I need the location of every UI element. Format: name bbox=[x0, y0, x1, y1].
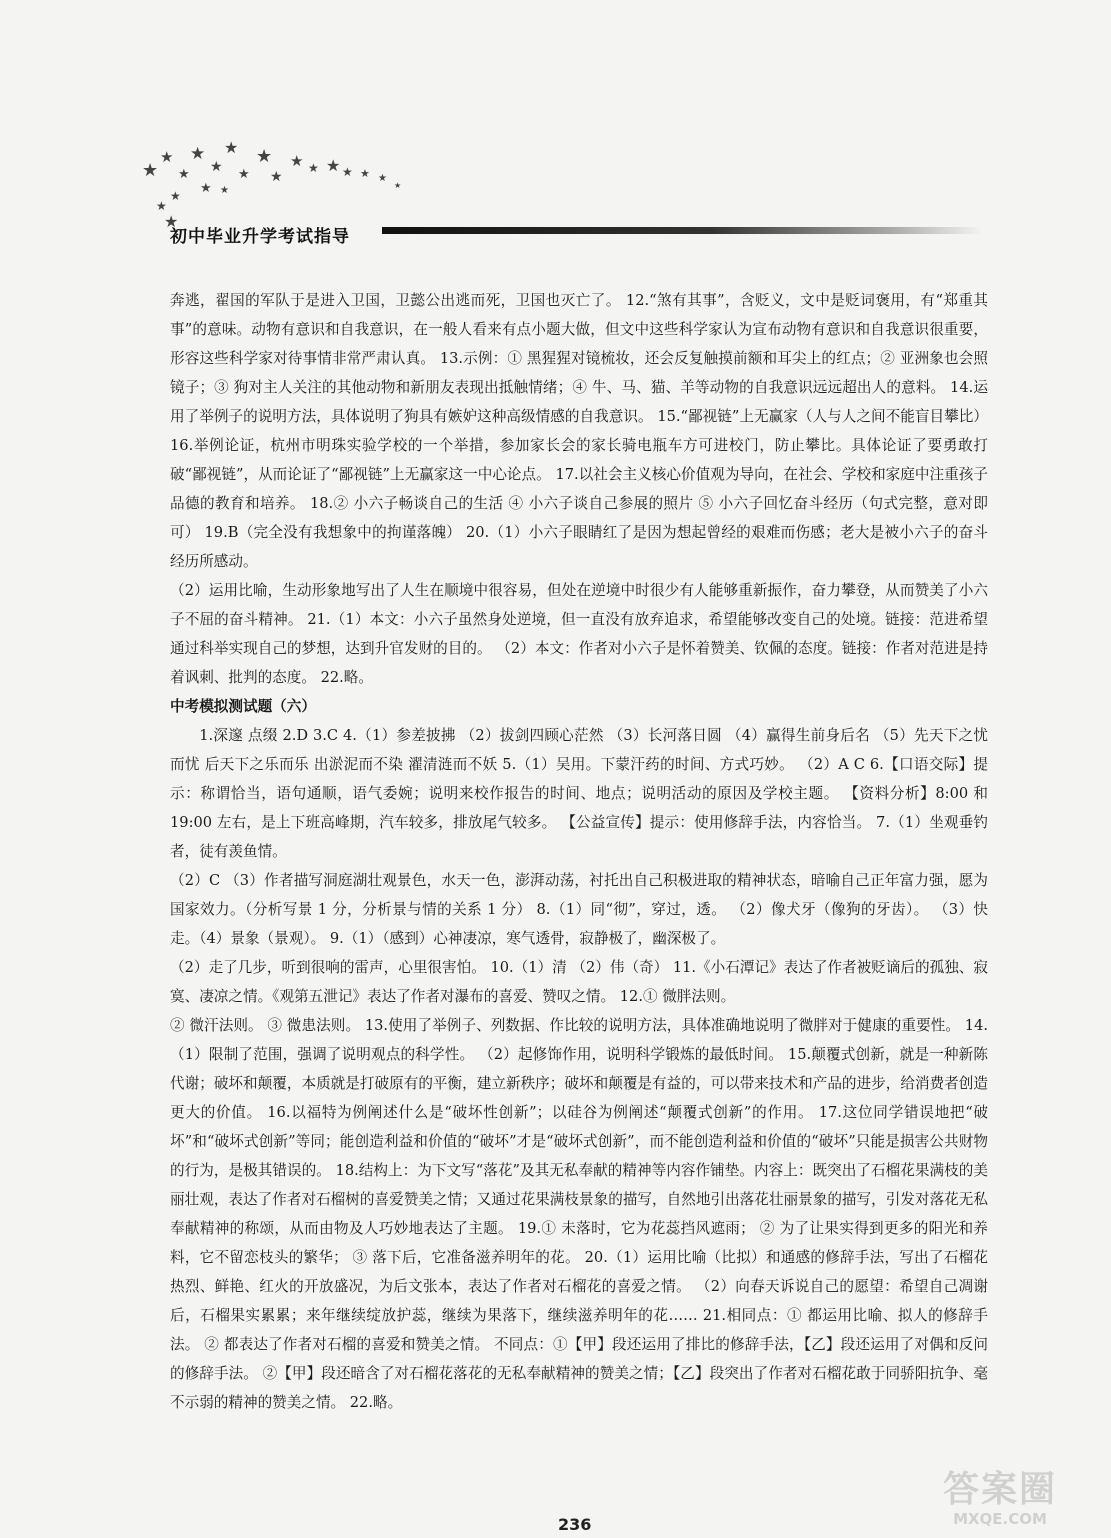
answer-paragraph: 1.深邃 点缀 2.D 3.C 4.（1）参差披拂 （2）拔剑四顾心茫然 （3）长河落日圆 （4）赢得生前身后名 （5）先天下之忧而忧 后天下之乐而乐 出淤泥而不染 濯清涟而不妖 5.（1）吴用。下蒙汗药的时间、方式巧妙。 （2）A C 6.【口语交际】提示：称谓恰当，语句通顺，语气委婉；说明来校作报告的时间、地点；说明活动的原因及学校主题。 【资料分析】8:00 和 19:00 左右，是上下班高峰期，汽车较多，排放尾气较多。 【公益宣传】提示：使用修辞手法，内容恰当。 7.（1）坐观垂钓者，徒有羡鱼情。 bbox=[170, 727, 988, 860]
star-icon: ★ bbox=[164, 212, 179, 231]
star-icon: ★ bbox=[156, 199, 167, 213]
star-icon: ★ bbox=[238, 167, 250, 182]
watermark bbox=[920, 1470, 1080, 1530]
header-title: 初中毕业升学考试指导 bbox=[170, 227, 350, 247]
star-icon: ★ bbox=[220, 185, 229, 196]
star-icon: ★ bbox=[270, 169, 283, 185]
star-icon: ★ bbox=[256, 146, 273, 167]
star-icon: ★ bbox=[200, 181, 212, 196]
star-icon: ★ bbox=[224, 138, 239, 157]
star-icon: ★ bbox=[326, 156, 341, 175]
page-number: 236 bbox=[558, 1515, 592, 1534]
header-rule bbox=[382, 227, 982, 234]
answer-text bbox=[170, 286, 988, 1417]
star-icon: ★ bbox=[308, 161, 319, 175]
section-title: 中考模拟测试题（六） bbox=[170, 698, 316, 715]
star-icon: ★ bbox=[178, 167, 190, 182]
star-icon: ★ bbox=[170, 189, 181, 203]
watermark-logo-text: 答案圈 bbox=[942, 1469, 1057, 1510]
star-icon: ★ bbox=[160, 148, 174, 166]
star-icon: ★ bbox=[210, 159, 223, 175]
answer-paragraph: 奔逃，翟国的军队于是进入卫国，卫懿公出逃而死，卫国也灭亡了。 12.“煞有其事”，含贬义，文中是贬词褒用，有“郑重其事”的意味。动物有意识和自我意识，在一般人看来有点小题大做，但文中这些科学家认为宣布动物有意识和自我意识很重要，形容这些科学家对待事情非常严肃认真。 13.示例：① 黑猩猩对镜梳妆，还会反复触摸前额和耳尖上的红点；② 亚洲象也会照镜子；③ 狗对主人关注的其他动物和新朋友表现出抵触情绪；④ 牛、马、猫、羊等动物的自我意识远远超出人的意料。 14.运用了举例子的说明方法，具体说明了狗具有嫉妒这种高级情感的自我意识。 15.“鄙视链”上无赢家（人与人之间不能盲目攀比） 16.举例论证，杭州市明珠实验学校的一个举措，参加家长会的家长骑电瓶车方可进校门，防止攀比。具体论证了要勇敢打破“鄙视链”，从而论证了“鄙视链”上无赢家这一中心论点。 17.以社会主义核心价值观为导向，在社会、学校和家庭中注重孩子品德的教育和培养。 18.② 小六子畅谈自己的生活 ④ 小六子谈自己参展的照片 ⑤ 小六子回忆奋斗经历（句式完整，意对即可） 19.B（完全没有我想象中的拘谨落魄） 20.（1）小六子眼睛红了是因为想起曾经的艰难而伤感；老大是被小六子的奋斗经历所感动。 bbox=[170, 292, 988, 570]
watermark-url: MXQE.COM bbox=[953, 1510, 1047, 1528]
star-icon: ★ bbox=[190, 144, 206, 164]
star-icon: ★ bbox=[342, 165, 353, 179]
star-icon: ★ bbox=[142, 160, 159, 181]
star-icon: ★ bbox=[360, 167, 370, 180]
answer-paragraph: （2）C （3）作者描写洞庭湖壮观景色，水天一色，澎湃动荡，衬托出自己积极进取的精神状态，暗喻自己正年富力强，愿为国家效力。（分析写景 1 分，分析景与情的关系 1 分） 8.（1）同“彻”，穿过，透。 （2）像犬牙（像狗的牙齿）。 （3）快走。（4）景象（景观）。 9.（1）（感到）心神凄凉，寒气透骨，寂静极了，幽深极了。 bbox=[170, 872, 988, 947]
star-icon: ★ bbox=[290, 152, 304, 170]
star-icon: ★ bbox=[378, 173, 387, 184]
answer-paragraph: ② 微汗法则。 ③ 微患法则。 13.使用了举例子、列数据、作比较的说明方法，具体准确地说明了微胖对于健康的重要性。 14.（1）限制了范围，强调了说明观点的科学性。 （2）起修饰作用，说明科学锻炼的最低时间。 15.颠覆式创新，就是一种新陈代谢；破坏和颠覆，本质就是打破原有的平衡，建立新秩序；破坏和颠覆是有益的，可以带来技术和产品的进步，给消费者创造更大的价值。 16.以福特为例阐述什么是“破坏性创新”；以硅谷为例阐述“颠覆式创新”的作用。 17.这位同学错误地把“破坏”和“破坏式创新”等同；能创造利益和价值的“破坏”才是“破坏式创新”，而不能创造利益和价值的“破坏”只能是损害公共财物的行为，是极其错误的。 18.结构上：为下文写“落花”及其无私奉献的精神等内容作铺垫。内容上：既突出了石榴花果满枝的美丽壮观，表达了作者对石榴树的喜爱赞美之情；又通过花果满枝景象的描写，自然地引出落花壮丽景象的描写，引发对落花无私奉献精神的称颂，从而由物及人巧妙地表达了主题。 19.① 未落时，它为花蕊挡风遮雨； ② 为了让果实得到更多的阳光和养料，它不留恋枝头的繁华； ③ 落下后，它准备滋养明年的花。 20.（1）运用比喻（比拟）和通感的修辞手法，写出了石榴花热烈、鲜艳、红火的开放盛况，为后文张本，表达了作者对石榴花的喜爱之情。 （2）向春天诉说自己的愿望：希望自己凋谢后，石榴果实累累；来年继续绽放护蕊，继续为果落下，继续滋养明年的花…… 21.相同点：① 都运用比喻、拟人的修辞手法。 ② 都表达了作者对石榴的喜爱和赞美之情。 不同点：①【甲】段还运用了排比的修辞手法，【乙】段还运用了对偶和反问的修辞手法。 ②【甲】段还暗含了对石榴花落花的无私奉献精神的赞美之情；【乙】段突出了作者对石榴花敢于同骄阳抗争、毫不示弱的精神的赞美之情。 22.略。 bbox=[170, 1017, 988, 1411]
answer-paragraph: （2）走了几步，听到很响的雷声，心里很害怕。 10.（1）清 （2）伟（奇） 11.《小石潭记》表达了作者被贬谪后的孤独、寂寞、凄凉之情。《观第五泄记》表达了作者对瀑布的喜爱、赞叹之情。 12.① 微胖法则。 bbox=[170, 959, 988, 1005]
star-icon: ★ bbox=[394, 181, 402, 190]
answer-paragraph: （2）运用比喻，生动形象地写出了人生在顺境中很容易，但处在逆境中时很少有人能够重新振作，奋力攀登，从而赞美了小六子不屈的奋斗精神。 21.（1）本文：小六子虽然身处逆境，但一直没有放弃追求，希望能够改变自己的处境。链接：范进希望通过科举实现自己的梦想，达到升官发财的目的。 （2）本文：作者对小六子是怀着赞美、钦佩的态度。链接：作者对范进是持着讽刺、批判的态度。 22.略。 bbox=[170, 582, 988, 686]
